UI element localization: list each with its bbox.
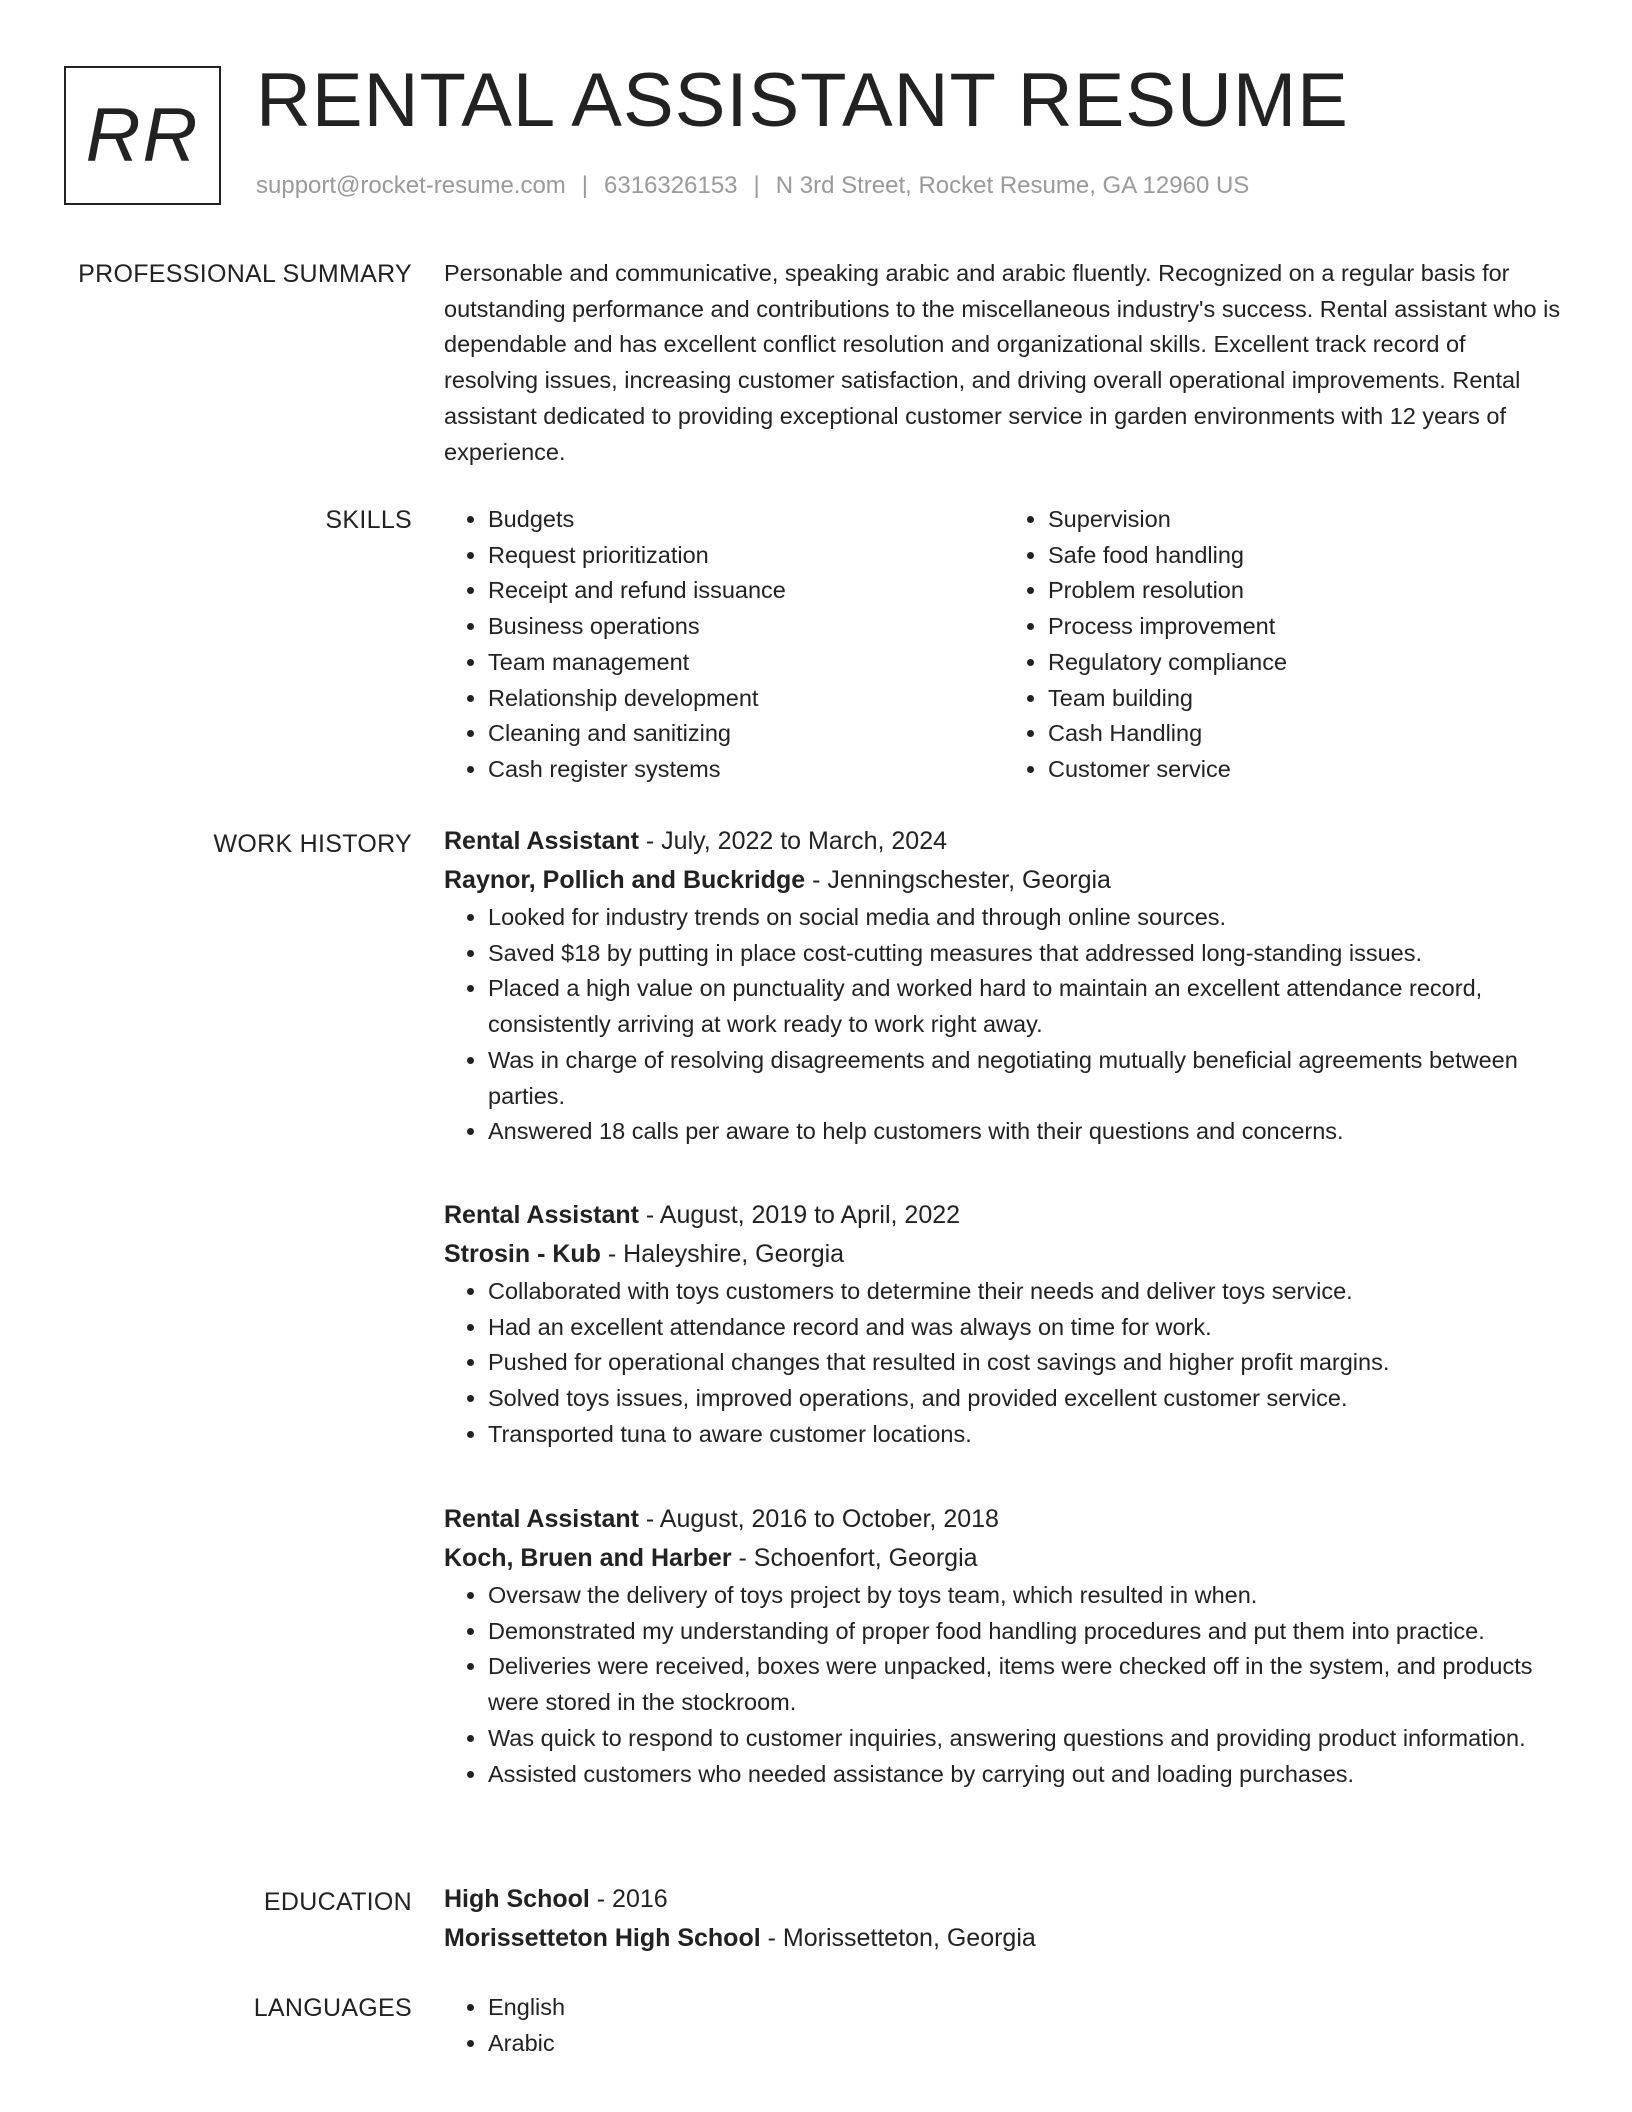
contact-phone: 6316326153 bbox=[604, 172, 738, 199]
contact-separator: | bbox=[753, 172, 760, 199]
job-location: - Jenningschester, Georgia bbox=[805, 866, 1111, 894]
list-item: • Team building bbox=[1048, 681, 1564, 717]
job-title-line bbox=[444, 1500, 1564, 1539]
job-bullets bbox=[444, 1274, 1564, 1453]
list-item: • Was in charge of resolving disagreements and negotiating mutually beneficial agreements between parties. bbox=[488, 1043, 1564, 1114]
list-item: • Demonstrated my understanding of proper food handling procedures and put them into practice. bbox=[488, 1614, 1564, 1650]
list-item: • English bbox=[488, 1990, 1564, 2026]
list-item: • Budgets bbox=[488, 502, 1004, 538]
job-dates: - July, 2022 to March, 2024 bbox=[638, 827, 948, 855]
list-item: • Placed a high value on punctuality and worked hard to maintain an excellent attendance record, consistently arriving at work ready to work right away. bbox=[488, 971, 1564, 1042]
languages-list bbox=[444, 1990, 1564, 2061]
list-item: • Problem resolution bbox=[1048, 573, 1564, 609]
job-title: Rental Assistant bbox=[444, 1201, 639, 1229]
skills-list-left bbox=[444, 502, 1004, 788]
job-dates: - August, 2016 to October, 2018 bbox=[638, 1505, 999, 1533]
job-company-line bbox=[444, 861, 1564, 900]
job-company-line bbox=[444, 1539, 1564, 1578]
list-item: • Arabic bbox=[488, 2026, 1564, 2062]
education-degree: High School bbox=[444, 1885, 590, 1913]
list-item: • Business operations bbox=[488, 609, 1004, 645]
list-item: • Pushed for operational changes that resulted in cost savings and higher profit margins. bbox=[488, 1345, 1564, 1381]
contact-line bbox=[256, 172, 1249, 200]
list-item: • Relationship development bbox=[488, 681, 1004, 717]
summary-heading: PROFESSIONAL SUMMARY bbox=[78, 260, 412, 288]
list-item: • Safe food handling bbox=[1048, 538, 1564, 574]
job-company: Raynor, Pollich and Buckridge bbox=[444, 866, 806, 894]
list-item: • Receipt and refund issuance bbox=[488, 573, 1004, 609]
education-heading: EDUCATION bbox=[263, 1888, 412, 1916]
job-company-line bbox=[444, 1235, 1564, 1274]
education-year: - 2016 bbox=[589, 1885, 668, 1913]
job-title: Rental Assistant bbox=[444, 1505, 639, 1533]
skills-heading: SKILLS bbox=[325, 506, 412, 534]
list-item: • Assisted customers who needed assistance by carrying out and loading purchases. bbox=[488, 1757, 1564, 1793]
list-item: • Answered 18 calls per aware to help customers with their questions and concerns. bbox=[488, 1114, 1564, 1150]
contact-email: support@rocket-resume.com bbox=[256, 172, 566, 199]
job-body bbox=[444, 1500, 1564, 1792]
job-body bbox=[444, 822, 1564, 1150]
list-item: • Regulatory compliance bbox=[1048, 645, 1564, 681]
list-item: • Customer service bbox=[1048, 752, 1564, 788]
list-item: • Looked for industry trends on social media and through online sources. bbox=[488, 900, 1564, 936]
list-item: • Cleaning and sanitizing bbox=[488, 716, 1004, 752]
list-item: • Saved $18 by putting in place cost-cutting measures that addressed long-standing issues. bbox=[488, 936, 1564, 972]
list-item: • Transported tuna to aware customer locations. bbox=[488, 1417, 1564, 1453]
monogram-logo: RR bbox=[64, 66, 221, 205]
list-item: • Cash Handling bbox=[1048, 716, 1564, 752]
job-dates: - August, 2019 to April, 2022 bbox=[638, 1201, 961, 1229]
list-item: • Had an excellent attendance record and was always on time for work. bbox=[488, 1310, 1564, 1346]
list-item: • Oversaw the delivery of toys project by toys team, which resulted in when. bbox=[488, 1578, 1564, 1614]
contact-address: N 3rd Street, Rocket Resume, GA 12960 US bbox=[775, 172, 1250, 199]
skills-body bbox=[444, 502, 1564, 788]
skills-list-right bbox=[1004, 502, 1564, 788]
job-location: - Schoenfort, Georgia bbox=[731, 1544, 978, 1572]
page-title: RENTAL ASSISTANT RESUME bbox=[256, 58, 1349, 143]
list-item: • Collaborated with toys customers to determine their needs and deliver toys service. bbox=[488, 1274, 1564, 1310]
summary-body bbox=[444, 256, 1564, 470]
job-company: Strosin - Kub bbox=[444, 1240, 601, 1268]
job-location: - Haleyshire, Georgia bbox=[600, 1240, 845, 1268]
contact-separator: | bbox=[581, 172, 589, 199]
list-item: • Request prioritization bbox=[488, 538, 1004, 574]
job-title-line bbox=[444, 822, 1564, 861]
list-item: • Team management bbox=[488, 645, 1004, 681]
languages-heading: LANGUAGES bbox=[253, 1994, 412, 2022]
list-item: • Cash register systems bbox=[488, 752, 1004, 788]
education-school-line bbox=[444, 1919, 1564, 1958]
education-degree-line bbox=[444, 1880, 1564, 1919]
job-title-line bbox=[444, 1196, 1564, 1235]
job-body bbox=[444, 1196, 1564, 1453]
list-item: • Supervision bbox=[1048, 502, 1564, 538]
job-bullets bbox=[444, 1578, 1564, 1792]
list-item: • Was quick to respond to customer inquiries, answering questions and providing product information. bbox=[488, 1721, 1564, 1757]
education-school: Morissetteton High School bbox=[444, 1924, 761, 1952]
languages-body bbox=[444, 1990, 1564, 2061]
list-item: • Solved toys issues, improved operations, and provided excellent customer service. bbox=[488, 1381, 1564, 1417]
work-history-heading: WORK HISTORY bbox=[213, 830, 412, 858]
job-title: Rental Assistant bbox=[444, 827, 639, 855]
education-body bbox=[444, 1880, 1564, 1958]
list-item: • Process improvement bbox=[1048, 609, 1564, 645]
list-item: • Deliveries were received, boxes were unpacked, items were checked off in the system, and products were stored in the stockroom. bbox=[488, 1649, 1564, 1720]
job-company: Koch, Bruen and Harber bbox=[444, 1544, 732, 1572]
education-location: - Morissetteton, Georgia bbox=[760, 1924, 1036, 1952]
summary-text: Personable and communicative, speaking arabic and arabic fluently. Recognized on a regular basis for outstanding performance and contributions to the miscellaneous industry's success. Rental assistant who is dependable and has excellent conflict resolution and organizational skills. Excellent track record of resolving issues, increasing customer satisfaction, and driving overall operational improvements. Rental assistant dedicated to providing exceptional customer service in garden environments with 12 years of experience. bbox=[444, 260, 1561, 465]
job-bullets bbox=[444, 900, 1564, 1150]
